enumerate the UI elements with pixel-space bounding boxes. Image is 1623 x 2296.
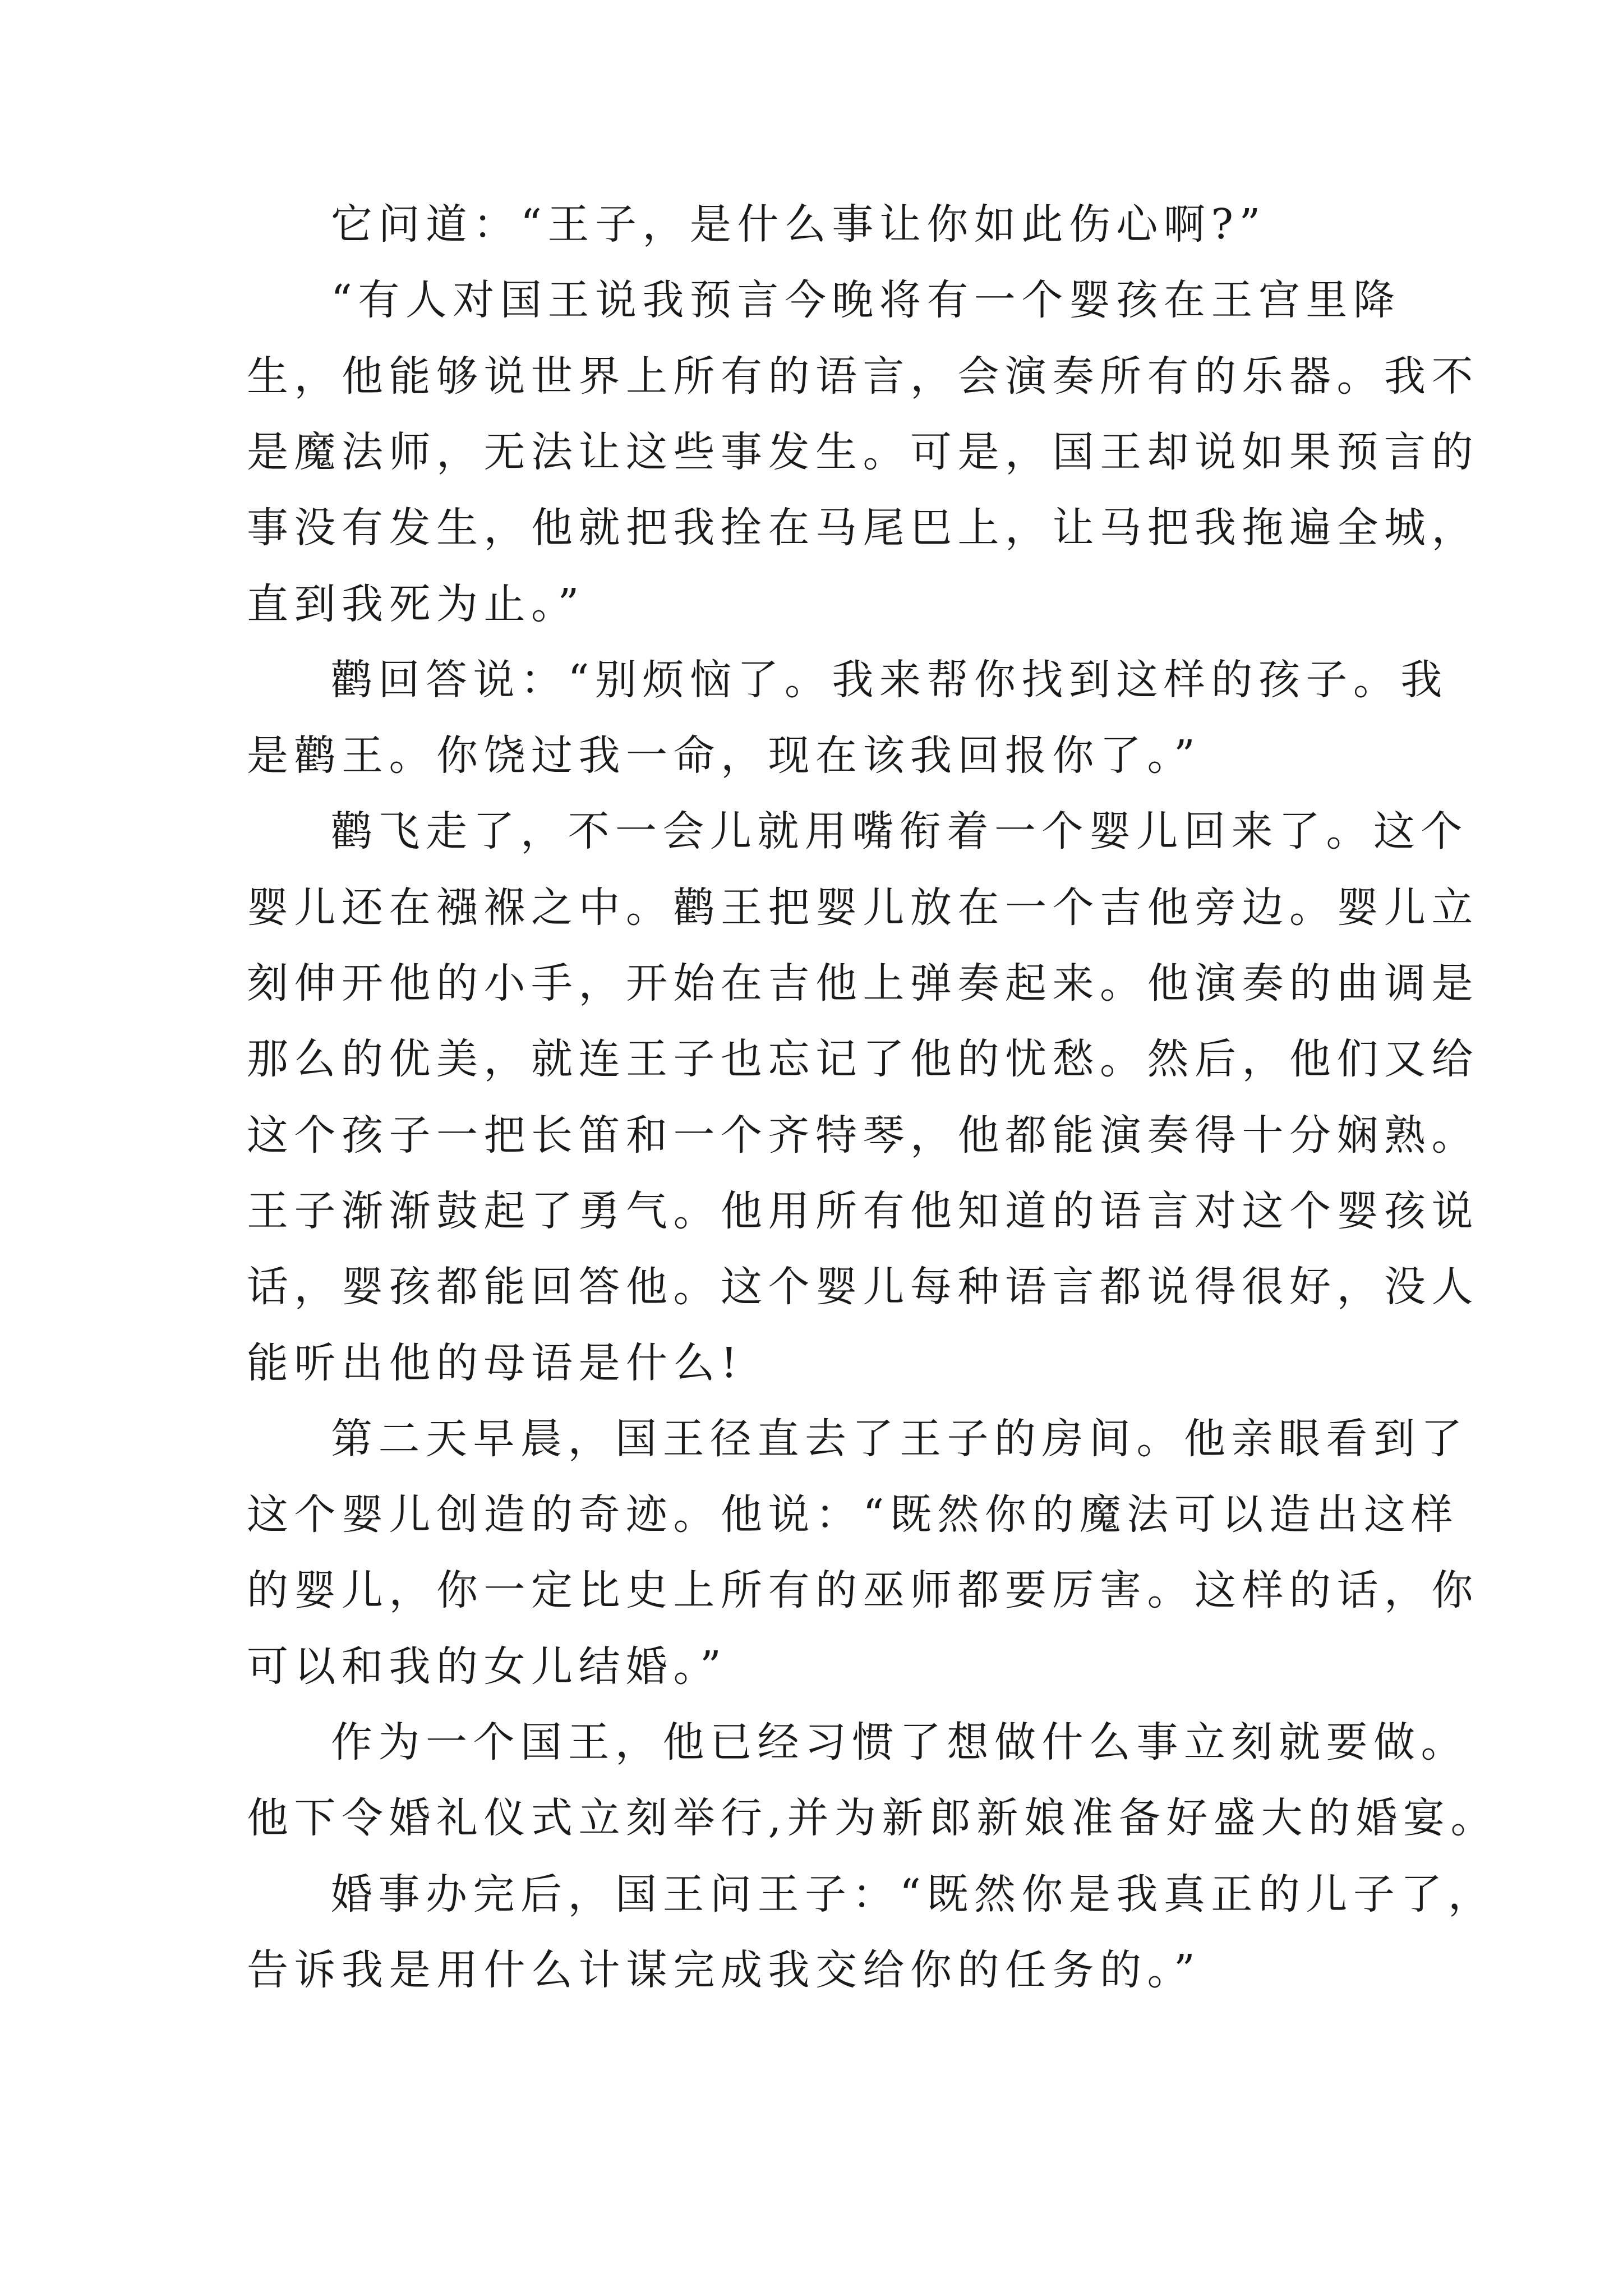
text-line: 鹳回答说：“别烦恼了。我来帮你找到这样的孩子。我 <box>331 655 1448 704</box>
text-line: 这个婴儿创造的奇迹。他说：“既然你的魔法可以造出这样 <box>247 1490 1459 1539</box>
text-line: 这个孩子一把长笛和一个齐特琴，他都能演奏得十分娴熟。 <box>247 1111 1479 1159</box>
text-line: 第二天早晨，国王径直去了王子的房间。他亲眼看到了 <box>331 1414 1468 1463</box>
text-line: 直到我死为止。” <box>247 579 585 628</box>
text-line: 可以和我的女儿结婚。” <box>247 1642 727 1691</box>
text-line: 生，他能够说世界上所有的语言，会演奏所有的乐器。我不 <box>247 352 1479 401</box>
text-line: 刻伸开他的小手，开始在吉他上弹奏起来。他演奏的曲调是 <box>247 959 1479 1007</box>
text-line: 婴儿还在襁褓之中。鹳王把婴儿放在一个吉他旁边。婴儿立 <box>247 883 1479 932</box>
text-line: 那么的优美，就连王子也忘记了他的忧愁。然后，他们又给 <box>247 1035 1479 1084</box>
text-line: 是鹳王。你饶过我一命，现在该我回报你了。” <box>247 731 1201 780</box>
text-line: 王子渐渐鼓起了勇气。他用所有他知道的语言对这个婴孩说 <box>247 1186 1479 1235</box>
text-line: 作为一个国王，他已经习惯了想做什么事立刻就要做。 <box>331 1718 1468 1766</box>
text-line: 告诉我是用什么计谋完成我交给你的任务的。” <box>247 1945 1201 1994</box>
text-line: 的婴儿，你一定比史上所有的巫师都要厉害。这样的话，你 <box>247 1566 1479 1615</box>
text-line: 话，婴孩都能回答他。这个婴儿每种语言都说得很好，没人 <box>247 1263 1479 1312</box>
text-line: “有人对国王说我预言今晚将有一个婴孩在王宫里降 <box>331 276 1401 325</box>
text-line: 鹳飞走了，不一会儿就用嘴衔着一个婴儿回来了。这个 <box>331 807 1468 856</box>
text-line: 他下令婚礼仪式立刻举行,并为新郎新娘准备好盛大的婚宴。 <box>247 1794 1498 1843</box>
text-line: 婚事办完后，国王问王子：“既然你是我真正的儿子了， <box>331 1870 1496 1918</box>
text-line: 事没有发生，他就把我拴在马尾巴上，让马把我拖遍全城， <box>247 504 1479 553</box>
text-line: 是魔法师，无法让这些事发生。可是，国王却说如果预言的 <box>247 427 1479 476</box>
text-line: 能听出他的母语是什么! <box>247 1338 744 1387</box>
text-line: 它问道：“王子，是什么事让你如此伤心啊?” <box>331 200 1266 249</box>
